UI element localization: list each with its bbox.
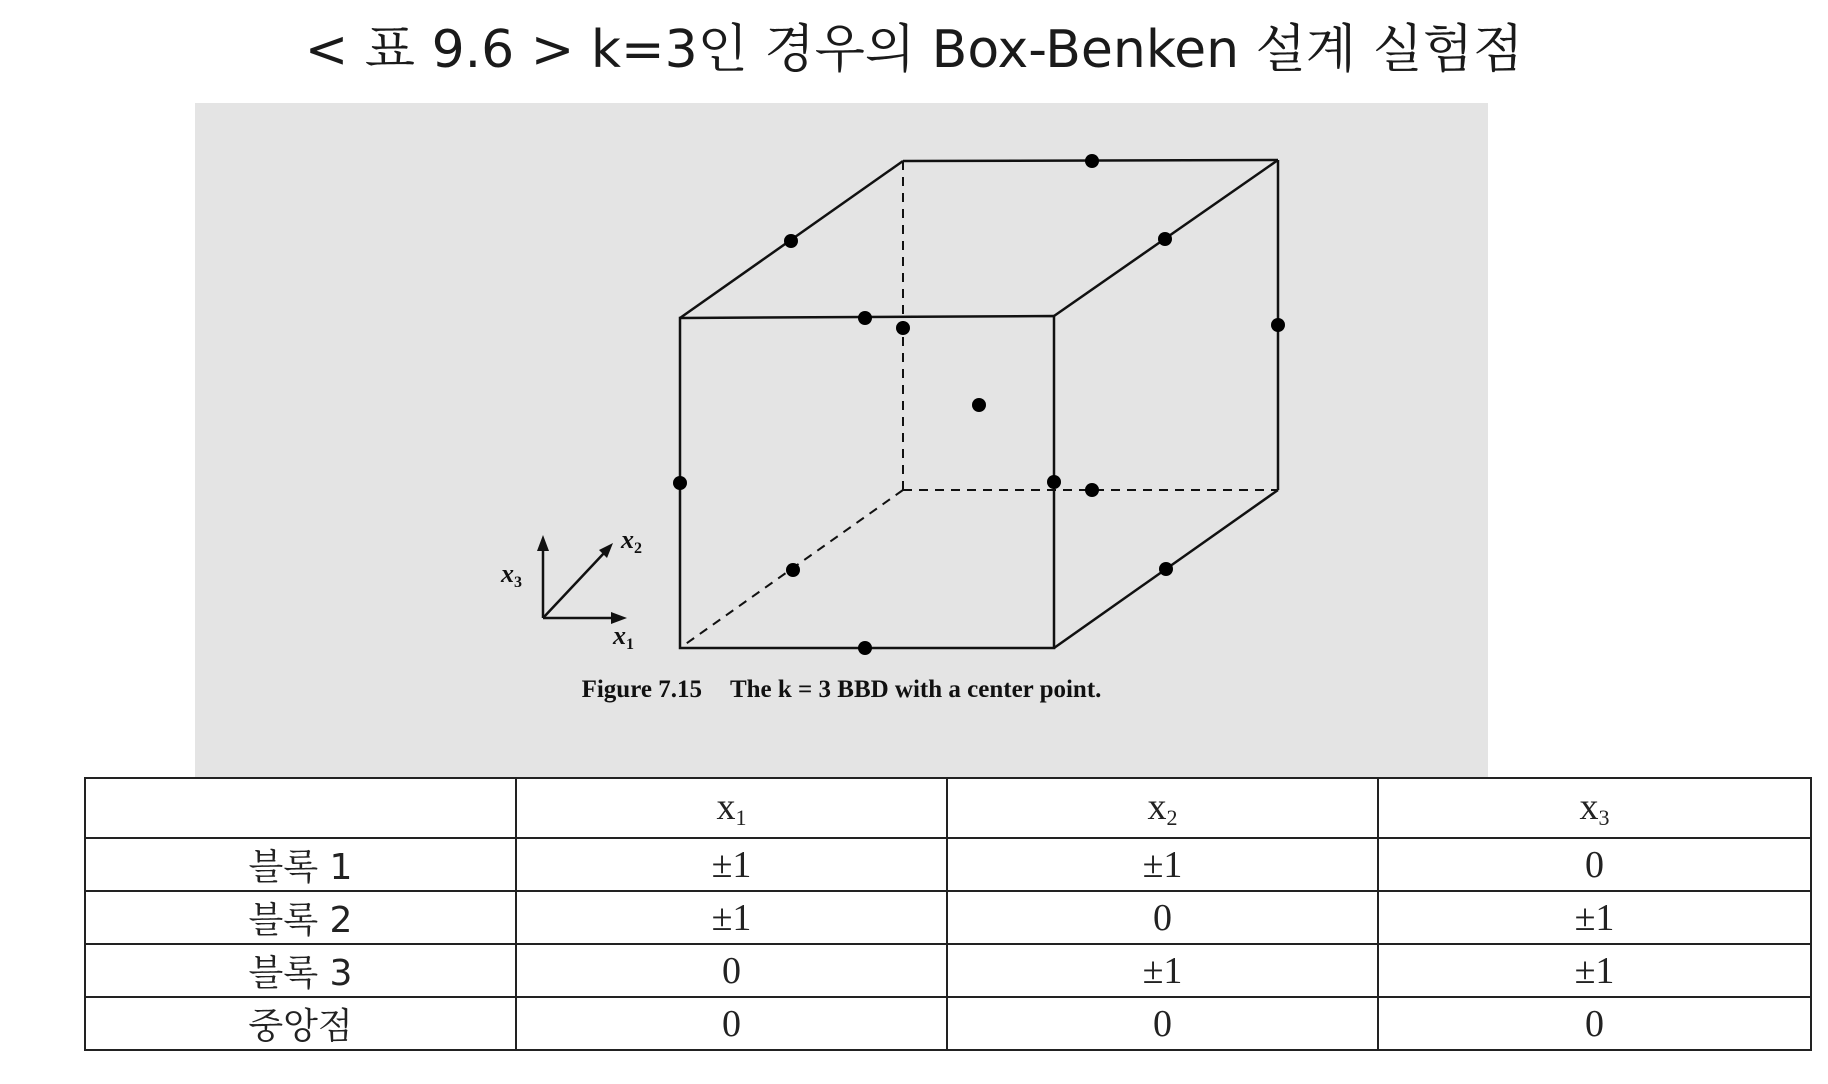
design-point — [972, 398, 986, 412]
design-point — [1159, 562, 1173, 576]
axis-x1-label: $x_1$ — [613, 621, 634, 653]
design-point — [1271, 318, 1285, 332]
design-point — [1047, 475, 1061, 489]
axis-x3-arrow — [537, 535, 549, 551]
table-cell: 0 — [516, 997, 947, 1050]
table-header-cell: $x_3$ — [1378, 778, 1811, 838]
table-row — [85, 997, 1811, 1050]
figure-panel — [195, 103, 1488, 790]
row-label: 블록 2 — [85, 891, 516, 944]
design-point — [1085, 154, 1099, 168]
table-header-cell: $x_2$ — [947, 778, 1378, 838]
table-row — [85, 944, 1811, 997]
axis-x3-label: $x_3$ — [501, 559, 522, 591]
table-cell: 0 — [1378, 838, 1811, 891]
figure-caption-text: The k = 3 BBD with a center point. — [729, 676, 1102, 703]
row-label: 블록 3 — [85, 944, 516, 997]
axis-x2-label: $x_2$ — [621, 525, 642, 557]
design-point — [786, 563, 800, 577]
design-point — [1085, 483, 1099, 497]
table-cell: ±1 — [1378, 891, 1811, 944]
table-cell: ±1 — [1378, 944, 1811, 997]
page-title: < 표 9.6 > k=3인 경우의 Box-Benken 설계 실험점 — [304, 20, 1524, 80]
figure-caption — [195, 676, 1488, 704]
figure-caption-label: Figure 7.15 — [581, 676, 702, 703]
table-cell: 0 — [1378, 997, 1811, 1050]
row-label: 블록 1 — [85, 838, 516, 891]
design-table — [84, 777, 1812, 1051]
table-cell: 0 — [947, 891, 1378, 944]
table-row — [85, 838, 1811, 891]
table-cell: ±1 — [516, 838, 947, 891]
table-cell: ±1 — [947, 944, 1378, 997]
design-point — [784, 234, 798, 248]
design-point — [896, 321, 910, 335]
table-header-cell: $x_1$ — [516, 778, 947, 838]
table-cell: 0 — [516, 944, 947, 997]
table-header-corner — [85, 778, 516, 838]
design-point — [858, 641, 872, 655]
table-cell: ±1 — [516, 891, 947, 944]
axis-x2-line — [543, 552, 605, 618]
table-header-row — [85, 778, 1811, 838]
design-point — [858, 311, 872, 325]
cube-front-face — [680, 316, 1054, 648]
table-cell: ±1 — [947, 838, 1378, 891]
table-cell: 0 — [947, 997, 1378, 1050]
table-row — [85, 891, 1811, 944]
row-label: 중앙점 — [85, 997, 516, 1050]
design-point — [1158, 232, 1172, 246]
design-point — [673, 476, 687, 490]
